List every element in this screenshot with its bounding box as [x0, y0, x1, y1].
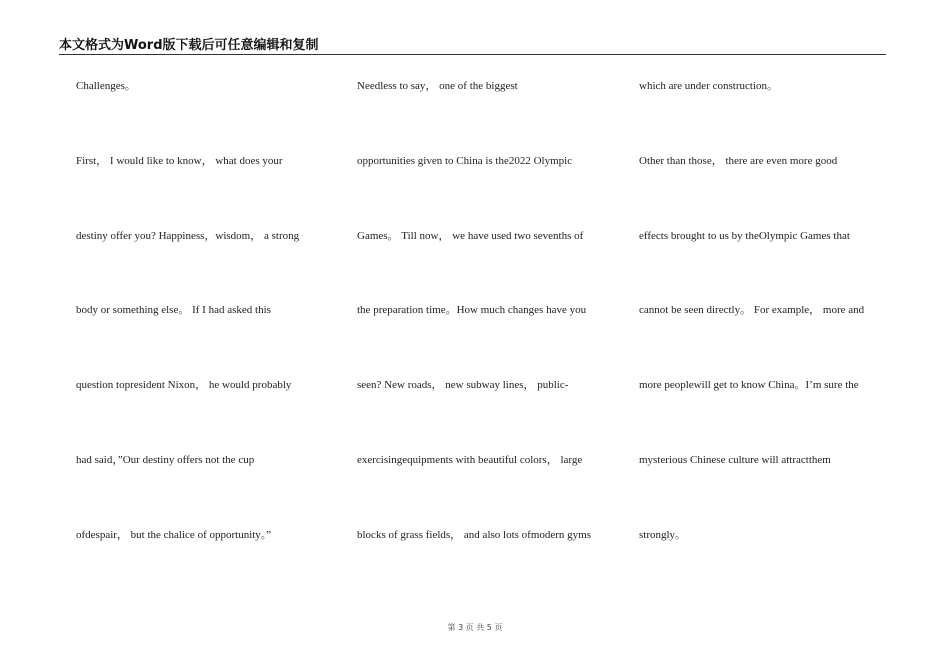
- text-line: exercisingequipments with beautiful colors， large: [357, 454, 583, 466]
- text-line: Games。 Till now， we have used two sevenths of: [357, 230, 584, 242]
- text-line: cannot be seen directly。 For example， more and: [639, 304, 865, 316]
- text-line: seen? New roads， new subway lines， public-: [357, 379, 569, 391]
- text-line: First， I would like to know， what does your: [76, 155, 283, 167]
- text-line: strongly。: [639, 529, 687, 541]
- text-line: mysterious Chinese culture will attractthem: [639, 454, 831, 466]
- text-line: the preparation time。How much changes have you: [357, 304, 587, 316]
- text-line: Needless to say， one of the biggest: [357, 80, 518, 92]
- text-line: question topresident Nixon， he would probably: [76, 379, 292, 391]
- text-line: ofdespair， but the chalice of opportunity。”: [76, 529, 272, 541]
- header-title: 本文格式为Word版下载后可任意编辑和复制: [59, 38, 319, 53]
- text-line: had said，”Our destiny offers not the cup: [76, 454, 255, 466]
- text-line: Other than those， there are even more good: [639, 155, 838, 167]
- page-header: [59, 33, 886, 55]
- text-line: which are under construction。: [639, 80, 778, 92]
- text-line: effects brought to us by theOlympic Games that: [639, 230, 850, 242]
- text-line: more peoplewill get to know China。I’m sure the: [639, 379, 859, 391]
- text-line: Challenges。: [76, 80, 136, 92]
- text-line: blocks of grass fields， and also lots ofmodern gyms: [357, 529, 592, 541]
- text-line: body or something else。 If I had asked this: [76, 304, 271, 316]
- page-number-footer: 第 3 页 共 5 页: [447, 623, 503, 632]
- text-line: opportunities given to China is the2022 Olympic: [357, 155, 573, 167]
- text-line: destiny offer you? Happiness，wisdom， a strong: [76, 230, 300, 242]
